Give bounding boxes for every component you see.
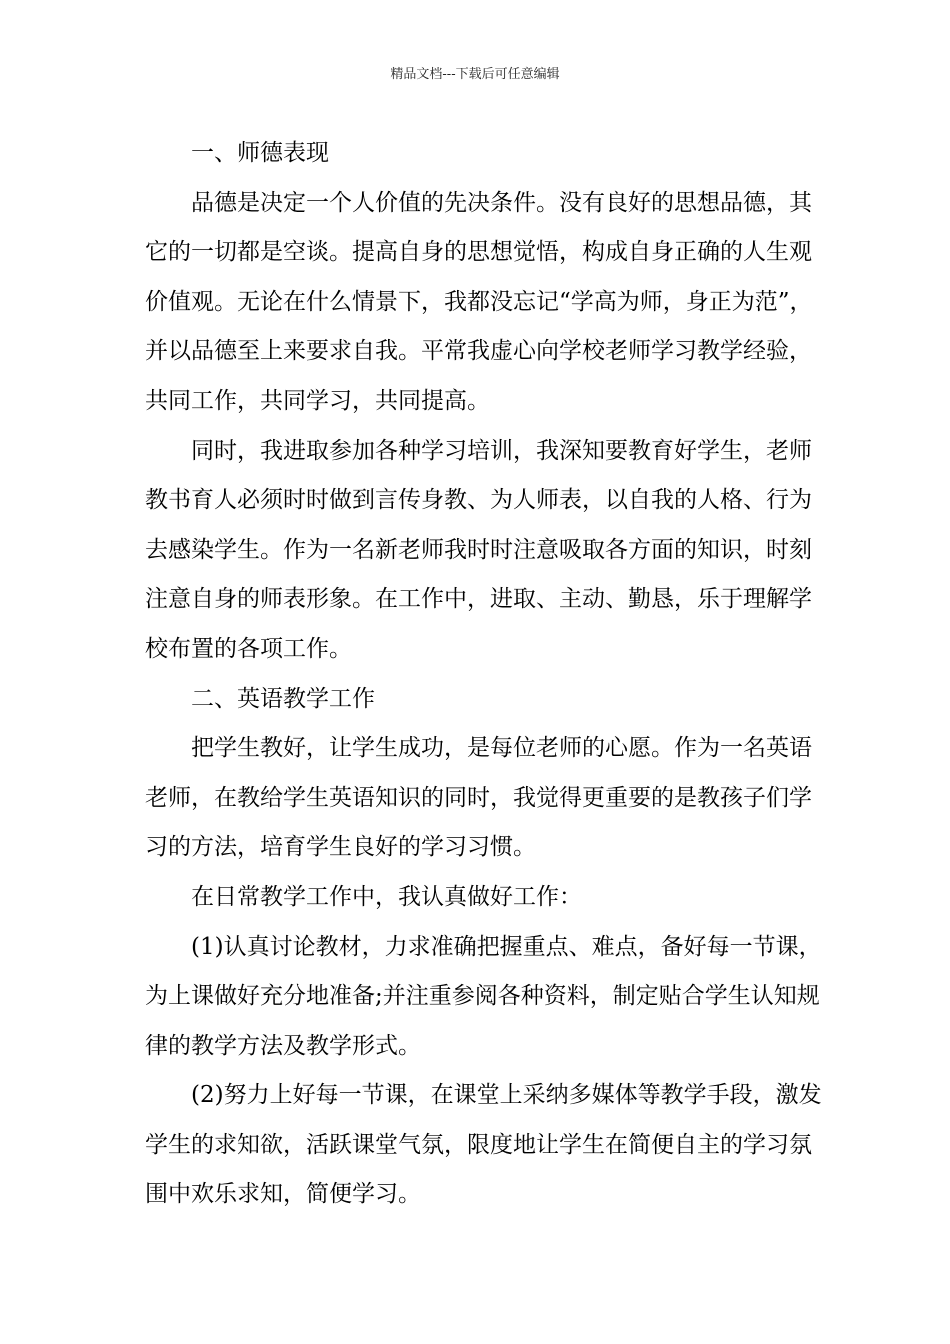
paragraph-line: 校布置的各项工作。 [145, 635, 352, 662]
section-heading-ethics: 一、师德表现 [191, 140, 329, 166]
paragraph-line: 共同工作，共同学习，共同提高。 [145, 387, 490, 414]
document-body [145, 129, 825, 1220]
list-item-line: 律的教学方法及教学形式。 [145, 1032, 421, 1059]
list-item-line: (1)认真讨论教材，力求准确把握重点、难点，备好每一节课， [191, 933, 822, 960]
list-item-line: 围中欢乐求知，简便学习。 [145, 1181, 421, 1208]
section-heading-english-teaching: 二、英语教学工作 [191, 685, 375, 712]
paragraph-line: 习的方法，培育学生良好的学习习惯。 [145, 834, 536, 861]
paragraph-line: 把学生教好，让学生成功，是每位老师的心愿。作为一名英语 [191, 735, 812, 762]
paragraph-line: 教书育人必须时时做到言传身教、为人师表，以自我的人格、行为 [145, 487, 812, 514]
paragraph-line: 价值观。无论在什么情景下，我都没忘记“学高为师，身正为范”， [145, 288, 813, 315]
list-item-line: 学生的求知欲，活跃课堂气氛，限度地让学生在简便自主的学习氛 [145, 1131, 812, 1158]
paragraph-line: 注意自身的师表形象。在工作中，进取、主动、勤恳，乐于理解学 [145, 586, 812, 613]
paragraph-line: 并以品德至上来要求自我。平常我虚心向学校老师学习教学经验， [145, 338, 812, 365]
page-header: 精品文档---下载后可任意编辑 [390, 67, 560, 82]
paragraph-line: 品德是决定一个人价值的先决条件。没有良好的思想品德，其 [191, 189, 812, 216]
paragraph-line: 在日常教学工作中，我认真做好工作： [191, 883, 582, 910]
paragraph-line: 它的一切都是空谈。提高自身的思想觉悟，构成自身正确的人生观 [145, 239, 812, 266]
paragraph-line: 老师，在教给学生英语知识的同时，我觉得更重要的是教孩子们学 [145, 784, 812, 811]
paragraph-line: 去感染学生。作为一名新老师我时时注意吸取各方面的知识，时刻 [145, 536, 812, 563]
list-item-line: (2)努力上好每一节课，在课堂上采纳多媒体等教学手段，激发 [191, 1082, 822, 1109]
list-item-line: 为上课做好充分地准备;并注重参阅各种资料，制定贴合学生认知规 [145, 983, 820, 1010]
paragraph-line: 同时，我进取参加各种学习培训，我深知要教育好学生，老师 [191, 437, 812, 464]
